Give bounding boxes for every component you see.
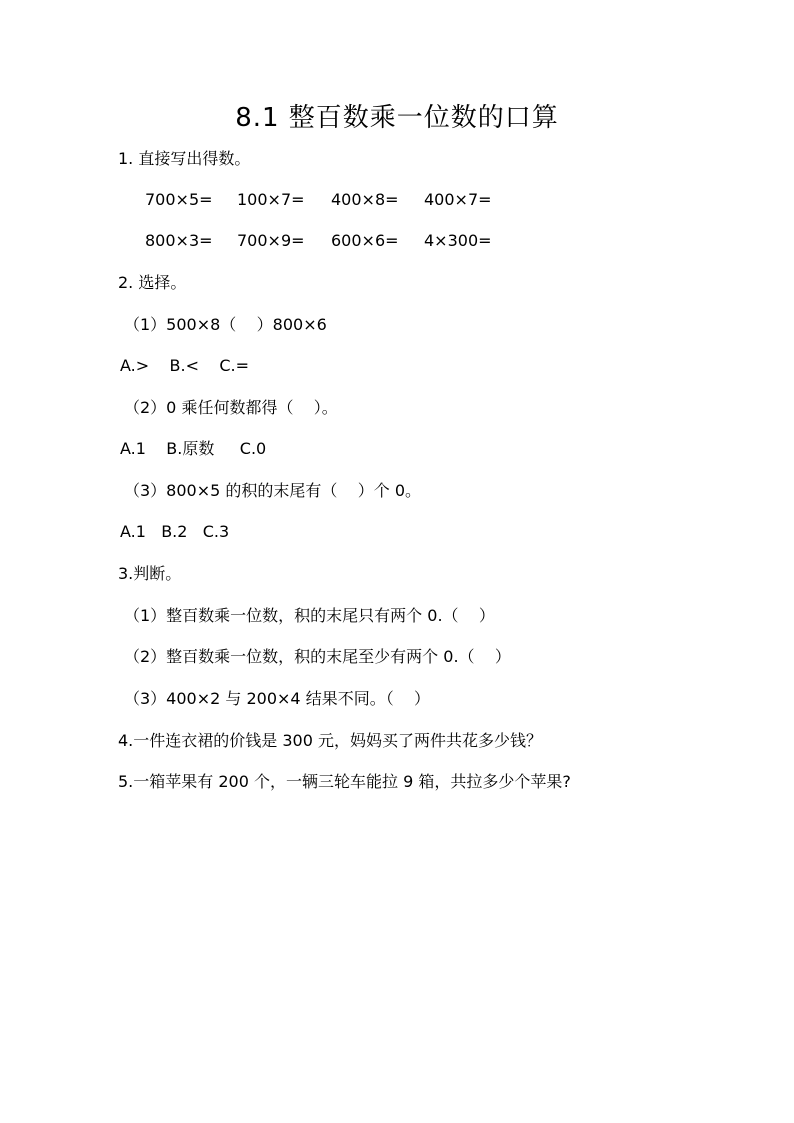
page-title: 8.1 整百数乘一位数的口算 xyxy=(235,103,559,133)
judgment-item: （2）整百数乘一位数，积的末尾至少有两个 0.（ ） xyxy=(124,647,511,666)
choice-question: （3）800×5 的积的末尾有（ ）个 0。 xyxy=(124,481,422,500)
calc-item: 700×9= xyxy=(237,231,305,250)
judgment-item: （3）400×2 与 200×4 结果不同。（ ） xyxy=(124,689,431,708)
choice-options: A.> B.< C.= xyxy=(120,356,249,375)
calc-item: 100×7= xyxy=(237,190,305,209)
choice-options: A.1 B.原数 C.0 xyxy=(120,439,267,458)
calc-item: 700×5= xyxy=(145,190,213,209)
question-5: 5.一箱苹果有 200 个，一辆三轮车能拉 9 箱，共拉多少个苹果? xyxy=(118,772,571,791)
calc-item: 4×300= xyxy=(424,231,492,250)
calc-item: 600×6= xyxy=(331,231,399,250)
calc-item: 400×8= xyxy=(331,190,399,209)
judgment-item: （1）整百数乘一位数，积的末尾只有两个 0.（ ） xyxy=(124,606,495,625)
question-3-heading: 3.判断。 xyxy=(118,564,182,583)
question-1-heading: 1. 直接写出得数。 xyxy=(118,149,251,168)
choice-question: （1）500×8（ ）800×6 xyxy=(124,315,327,334)
calc-item: 800×3= xyxy=(145,231,213,250)
choice-options: A.1 B.2 C.3 xyxy=(120,522,230,541)
calc-item: 400×7= xyxy=(424,190,492,209)
question-2-heading: 2. 选择。 xyxy=(118,273,187,292)
question-4: 4.一件连衣裙的价钱是 300 元，妈妈买了两件共花多少钱？ xyxy=(118,731,542,750)
choice-question: （2）0 乘任何数都得（ ）。 xyxy=(124,398,338,417)
